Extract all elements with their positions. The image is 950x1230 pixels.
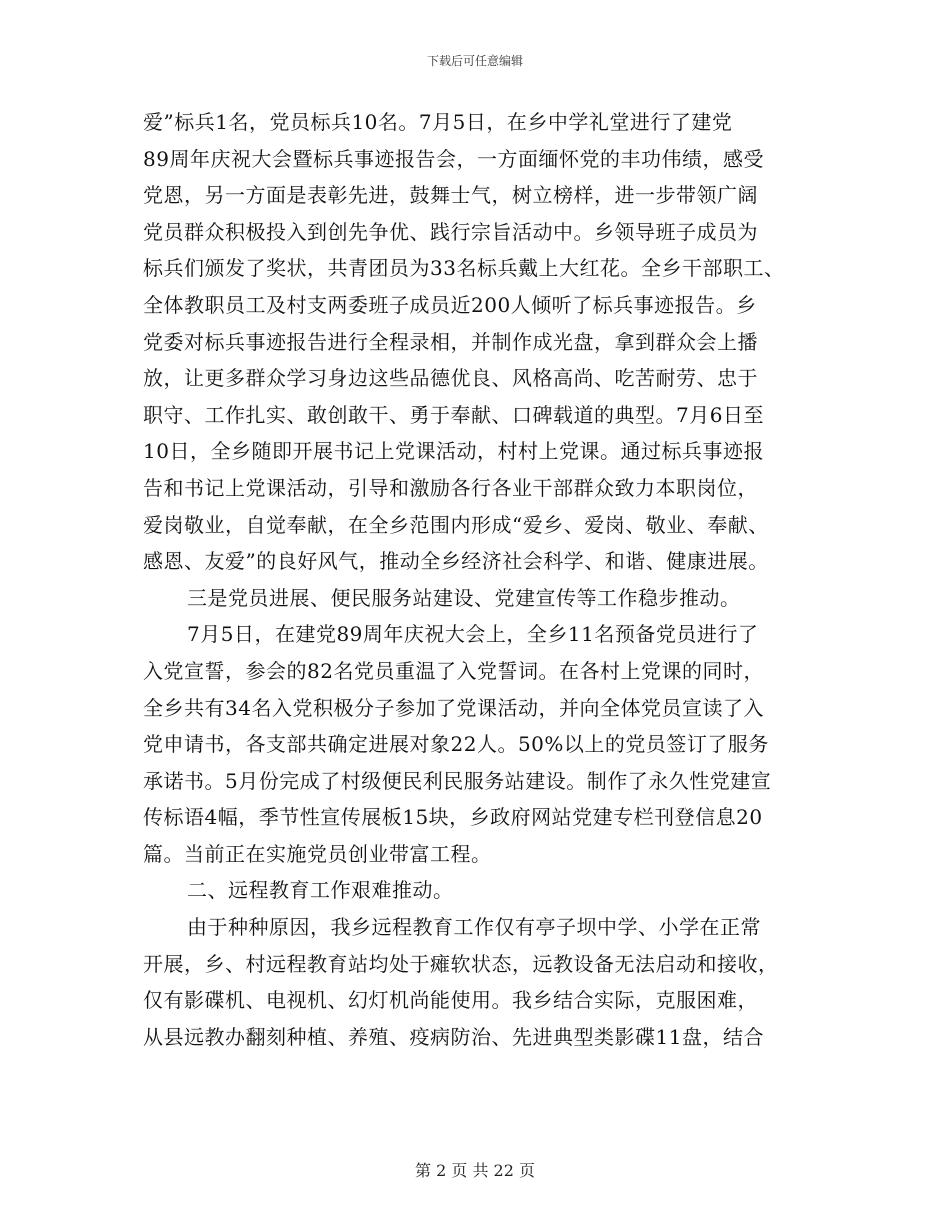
text-line: 党员群众积极投入到创先争优、践行宗旨活动中。乡领导班子成员为 (143, 219, 758, 244)
text-line: 开展，乡、村远程教育站均处于瘫软状态，远教设备无法启动和接收， (143, 951, 779, 976)
text-line: 由于种种原因，我乡远程教育工作仅有亭子坝中学、小学在正常 (187, 915, 761, 940)
text-line: 传标语4幅，季节性宣传展板15块，乡政府网站党建专栏刊登信息20 (143, 805, 763, 830)
text-line: 二、远程教育工作艰难推动。 (187, 878, 454, 903)
text-line: 三是党员进展、便民服务站建设、党建宣传等工作稳步推动。 (187, 585, 741, 610)
text-line: 10日，全乡随即开展书记上党课活动，村村上党课。通过标兵事迹报 (143, 439, 764, 464)
text-line: 党委对标兵事迹报告进行全程录相，并制作成光盘，拿到群众会上播 (143, 329, 758, 354)
text-line: 入党宣誓，参会的82名党员重温了入党誓词。在各村上党课的同时， (143, 658, 764, 683)
text-line: 篇。当前正在实施党员创业带富工程。 (143, 841, 492, 866)
text-line: 爱岗敬业，自觉奉献，在全乡范围内形成“爱乡、爱岗、敬业、奉献、 (143, 512, 769, 537)
text-line: 仅有影碟机、电视机、幻灯机尚能使用。我乡结合实际，克服困难， (143, 988, 758, 1013)
text-line: 职守、工作扎实、敢创敢干、勇于奉献、口碑载道的典型。7月6日至 (143, 402, 764, 427)
text-line: 爱”标兵1名，党员标兵10名。7月5日，在乡中学礼堂进行了建党 (143, 110, 733, 134)
text-line: 告和书记上党课活动，引导和激励各行各业干部群众致力本职岗位， (143, 475, 758, 500)
page-header: 下载后可任意编辑 (426, 54, 523, 68)
text-line: 全体教职员工及村支两委班子成员近200人倾听了标兵事迹报告。乡 (143, 292, 757, 317)
text-line: 全乡共有34名入党积极分子参加了党课活动，并向全体党员宣读了入 (143, 695, 764, 720)
text-line: 标兵们颁发了奖状，共青团员为33名标兵戴上大红花。全乡干部职工、 (143, 256, 785, 281)
text-line: 党申请书，各支部共确定进展对象22人。50%以上的党员签订了服务 (143, 732, 769, 757)
document-body (143, 104, 823, 1055)
text-line: 7月5日，在建党89周年庆祝大会上，全乡11名预备党员进行了 (187, 622, 759, 647)
text-line: 从县远教办翻刻种植、养殖、疫病防治、先进典型类影碟11盘，结合 (143, 1024, 764, 1049)
text-line: 党恩，另一方面是表彰先进，鼓舞士气，树立榜样，进一步带领广阔 (143, 183, 758, 208)
text-line: 放，让更多群众学习身边这些品德优良、风格高尚、吃苦耐劳、忠于 (143, 366, 758, 391)
text-line: 89周年庆祝大会暨标兵事迹报告会，一方面缅怀党的丰功伟绩，感受 (143, 146, 764, 171)
text-line: 感恩、友爱”的良好风气，推动全乡经济社会科学、和谐、健康进展。 (143, 549, 769, 574)
text-line: 承诺书。5月份完成了村级便民利民服务站建设。制作了永久性党建宣 (143, 768, 772, 793)
page-footer: 第 2 页 共 22 页 (415, 1161, 535, 1180)
